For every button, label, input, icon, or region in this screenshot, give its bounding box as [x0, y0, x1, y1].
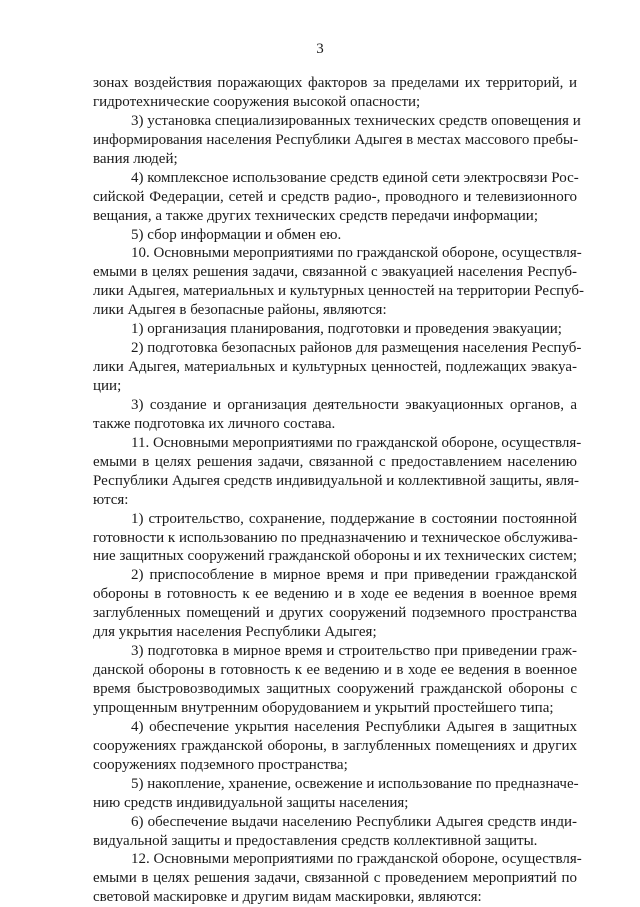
text-line: 3) создание и организация деятельности эвакуационных органов, а [131, 396, 577, 413]
text-line: лики Адыгея, материальных и культурных ценностей на территории Респуб- [93, 283, 585, 300]
text-line: для укрытия населения Республики Адыгея; [93, 624, 377, 641]
text-line: обороны в готовность к ее ведению и в ходе ее ведения в военное время [93, 586, 577, 603]
text-line: данской обороны в готовность к ее ведению и в ходе ее ведения в военное [93, 662, 577, 679]
text-line: сийской Федерации, сетей и средств радио-, проводного и телевизионного [93, 188, 577, 205]
text-line: емыми в целях решения задачи, связанной с эвакуацией населения Респуб- [93, 264, 577, 281]
text-line: гидротехнические сооружения высокой опасности; [93, 93, 421, 110]
text-line: ются: [93, 491, 129, 508]
text-line: вещания, а также других технических средств передачи информации; [93, 207, 539, 224]
text-line: 1) строительство, сохранение, поддержание в состоянии постоянной [131, 510, 577, 527]
text-line: световой маскировке и другим видам маскировки, являются: [93, 889, 482, 906]
text-line: 3) установка специализированных технических средств оповещения и [131, 112, 581, 129]
text-line: 1) организация планирования, подготовки и проведения эвакуации; [131, 321, 562, 338]
text-line: нию средств индивидуальной защиты населения; [93, 794, 409, 811]
text-line: емыми в целях решения задачи, связанной с предоставлением населению [93, 453, 577, 470]
body-text [93, 74, 585, 907]
text-line: сооружениях гражданской обороны, в заглубленных помещениях и других [93, 737, 577, 754]
text-line: лики Адыгея в безопасные районы, являются: [93, 302, 387, 319]
text-line: ние защитных сооружений гражданской обороны и их технических систем; [93, 548, 578, 565]
text-line: 10. Основными мероприятиями по гражданской обороне, осуществля- [131, 245, 582, 262]
text-line: зонах воздействия поражающих факторов за пределами их территорий, и [93, 75, 577, 91]
text-line: емыми в целях решения задачи, связанной с проведением мероприятий по [93, 870, 577, 887]
text-line: Республики Адыгея средств индивидуальной и коллективной защиты, явля- [93, 472, 580, 489]
text-line: вания людей; [93, 150, 178, 167]
text-line: ции; [93, 378, 122, 394]
text-line: информирования населения Республики Адыгея в местах массового пребы- [93, 131, 579, 148]
text-line: 12. Основными мероприятиями по гражданской обороне, осуществля- [131, 851, 582, 868]
text-line: 6) обеспечение выдачи населению Республики Адыгея средств инди- [131, 813, 577, 830]
page-number: 3 [316, 41, 324, 57]
text-line: лики Адыгея, материальных и культурных ценностей, подлежащих эвакуа- [93, 359, 577, 376]
text-line: 2) подготовка безопасных районов для размещения населения Респуб- [131, 340, 582, 357]
text-line: сооружениях подземного пространства; [93, 756, 348, 773]
text-line: упрощенным внутренним оборудованием и укрытий простейшего типа; [93, 699, 554, 716]
text-line: 3) подготовка в мирное время и строительство при приведении граж- [131, 643, 577, 660]
text-line: 4) комплексное использование средств единой сети электросвязи Рос- [131, 169, 579, 186]
text-line: 5) накопление, хранение, освежение и использование по предназначе- [131, 775, 579, 792]
text-line: время быстровозводимых защитных сооружений гражданской обороны с [93, 681, 577, 697]
text-line: готовности к использованию по предназначению и техническое обслужива- [93, 529, 578, 546]
text-line: 4) обеспечение укрытия населения Республики Адыгея в защитных [131, 718, 577, 735]
text-line: 11. Основными мероприятиями по гражданской обороне, осуществля- [131, 434, 582, 451]
text-line: 5) сбор информации и обмен ею. [131, 226, 342, 243]
text-line: также подготовка их личного состава. [93, 415, 336, 432]
text-line: 2) приспособление в мирное время и при приведении гражданской [131, 567, 577, 584]
text-line: видуальной защиты и предоставления средств коллективной защиты. [93, 832, 538, 849]
text-line: заглубленных помещений и других сооружений подземного пространства [93, 605, 577, 622]
